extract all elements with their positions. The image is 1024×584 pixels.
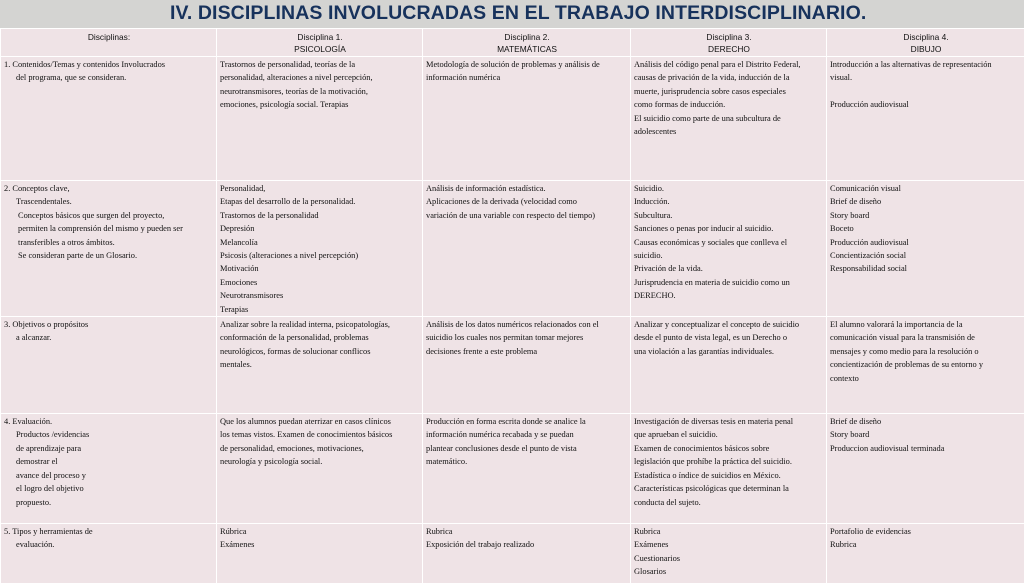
cell-line: Etapas del desarrollo de la personalidad. — [220, 195, 420, 208]
cell-dibujo — [827, 181, 1024, 317]
cell-line: Depresión — [220, 222, 420, 235]
header-discipline-2: Disciplina 2. MATEMÁTICAS — [423, 29, 631, 57]
header-discipline-3: Disciplina 3. DERECHO — [631, 29, 827, 57]
cell-derecho — [631, 414, 827, 524]
row-label-line: el logro del objetivo — [4, 482, 214, 495]
cell-line: Exámenes — [220, 538, 420, 551]
cell-line: variación de una variable con respecto del tiempo) — [426, 209, 628, 222]
cell-dibujo — [827, 524, 1024, 584]
cell-line: como formas de inducción. — [634, 98, 824, 111]
cell-line: Subcultura. — [634, 209, 824, 222]
cell-line: Responsabilidad social — [830, 262, 1022, 275]
row-label-line: de aprendizaje para — [4, 442, 214, 455]
row-label-line: 4. Evaluación. — [4, 415, 214, 428]
cell-line: Producción audiovisual — [830, 236, 1022, 249]
cell-matematicas — [423, 524, 631, 584]
row-label-line: demostrar el — [4, 455, 214, 468]
cell-line: Comunicación visual — [830, 182, 1022, 195]
cell-line: concientización de problemas de su entorno y — [830, 358, 1022, 371]
cell-line: El suicidio como parte de una subcultura de — [634, 112, 824, 125]
cell-line: Boceto — [830, 222, 1022, 235]
cell-line: decisiones frente a este problema — [426, 345, 628, 358]
header-discipline-4: Disciplina 4. DIBUJO — [827, 29, 1024, 57]
cell-line: comunicación visual para la transmisión de — [830, 331, 1022, 344]
cell-line: desde el punto de vista legal, es un Derecho o — [634, 331, 824, 344]
cell-line: que aprueban el suicidio. — [634, 428, 824, 441]
header-row — [1, 29, 1024, 57]
row-label — [1, 57, 217, 181]
cell-line: de personalidad, emociones, motivaciones, — [220, 442, 420, 455]
cell-line: matemático. — [426, 455, 628, 468]
row-label — [1, 414, 217, 524]
cell-line: Neurotransmisores — [220, 289, 420, 302]
cell-derecho — [631, 524, 827, 584]
cell-line: plantear conclusiones desde el punto de vista — [426, 442, 628, 455]
cell-line: Sanciones o penas por inducir al suicidio. — [634, 222, 824, 235]
cell-line: Aplicaciones de la derivada (velocidad como — [426, 195, 628, 208]
row-label-line: avance del proceso y — [4, 469, 214, 482]
row-label-line: permiten la comprensión del mismo y pueden ser — [4, 222, 214, 235]
cell-line: Rubrica — [426, 525, 628, 538]
row-label — [1, 317, 217, 414]
cell-line: Brief de diseño — [830, 195, 1022, 208]
title-bar-accent — [0, 0, 168, 29]
cell-line: Privación de la vida. — [634, 262, 824, 275]
cell-line: neurología y psicología social. — [220, 455, 420, 468]
cell-derecho — [631, 181, 827, 317]
cell-line: Producción audiovisual — [830, 98, 1022, 111]
cell-line: Producción en forma escrita donde se analice la — [426, 415, 628, 428]
cell-psicologia — [217, 57, 423, 181]
row-label-line: 5. Tipos y herramientas de — [4, 525, 214, 538]
row-label-line: Conceptos básicos que surgen del proyecto, — [4, 209, 214, 222]
cell-line: mensajes y como medio para la resolución o — [830, 345, 1022, 358]
cell-line: Exposición del trabajo realizado — [426, 538, 628, 551]
cell-line: Estadística o índice de suicidios en México. — [634, 469, 824, 482]
cell-line: legislación que prohíbe la práctica del suicidio. — [634, 455, 824, 468]
row-label-line: a alcanzar. — [4, 331, 214, 344]
row-label-line: 3. Objetivos o propósitos — [4, 318, 214, 331]
row-label-line: Trascendentales. — [4, 195, 214, 208]
row-label-line: propuesto. — [4, 496, 214, 509]
cell-dibujo — [827, 414, 1024, 524]
cell-line: información numérica — [426, 71, 628, 84]
table-row — [1, 181, 1024, 317]
cell-line: los temas vistos. Examen de conocimientos básicos — [220, 428, 420, 441]
cell-dibujo — [827, 317, 1024, 414]
cell-line: Que los alumnos puedan aterrizar en casos clínicos — [220, 415, 420, 428]
cell-line: Análisis del código penal para el Distrito Federal, — [634, 58, 824, 71]
cell-line: causas de privación de la vida, inducción de la — [634, 71, 824, 84]
cell-line: visual. — [830, 71, 1022, 84]
cell-line: Brief de diseño — [830, 415, 1022, 428]
row-label-line: transferibles a otros ámbitos. — [4, 236, 214, 249]
cell-dibujo — [827, 57, 1024, 181]
cell-line: adolescentes — [634, 125, 824, 138]
cell-line: El alumno valorará la importancia de la — [830, 318, 1022, 331]
row-label-line: Se consideran parte de un Glosario. — [4, 249, 214, 262]
cell-line: Personalidad, — [220, 182, 420, 195]
cell-line: neurológicos, formas de solucionar conflicos — [220, 345, 420, 358]
row-label-line: evaluación. — [4, 538, 214, 551]
cell-line: Investigación de diversas tesis en materia penal — [634, 415, 824, 428]
cell-psicologia — [217, 524, 423, 584]
cell-line: Story board — [830, 428, 1022, 441]
title-bar — [0, 0, 1024, 29]
cell-line: Metodología de solución de problemas y análisis de — [426, 58, 628, 71]
disciplines-table — [0, 28, 1024, 584]
cell-line: personalidad, alteraciones a nivel percepción, — [220, 71, 420, 84]
cell-line: Inducción. — [634, 195, 824, 208]
cell-derecho — [631, 57, 827, 181]
cell-line: Portafolio de evidencias — [830, 525, 1022, 538]
cell-line: Exámenes — [634, 538, 824, 551]
cell-line: Emociones — [220, 276, 420, 289]
cell-line: mentales. — [220, 358, 420, 371]
cell-line: emociones, psicología social. Terapias — [220, 98, 420, 111]
cell-line: contexto — [830, 372, 1022, 385]
cell-psicologia — [217, 317, 423, 414]
cell-line: Cuestionarios — [634, 552, 824, 565]
table-row — [1, 414, 1024, 524]
cell-line: suicidio. — [634, 249, 824, 262]
row-label-line: 2. Conceptos clave, — [4, 182, 214, 195]
row-label-line: Productos /evidencias — [4, 428, 214, 441]
cell-psicologia — [217, 181, 423, 317]
header-disciplinas: Disciplinas: — [1, 29, 217, 57]
table-row — [1, 57, 1024, 181]
cell-line: Analizar y conceptualizar el concepto de suicidio — [634, 318, 824, 331]
cell-derecho — [631, 317, 827, 414]
cell-line: suicidio los cuales nos permitan tomar mejores — [426, 331, 628, 344]
cell-line: una violación a las garantías individuales. — [634, 345, 824, 358]
cell-line: Rúbrica — [220, 525, 420, 538]
cell-line: conducta del sujeto. — [634, 496, 824, 509]
cell-line: neurotransmisores, teorías de la motivación, — [220, 85, 420, 98]
cell-line: Examen de conocimientos básicos sobre — [634, 442, 824, 455]
cell-matematicas — [423, 181, 631, 317]
cell-line: Rubrica — [634, 525, 824, 538]
cell-matematicas — [423, 317, 631, 414]
table-row — [1, 524, 1024, 584]
cell-line: Story board — [830, 209, 1022, 222]
cell-line: Características psicológicas que determinan la — [634, 482, 824, 495]
cell-line: información numérica recabada y se puedan — [426, 428, 628, 441]
cell-line: Trastornos de la personalidad — [220, 209, 420, 222]
row-label — [1, 181, 217, 317]
row-label-line: 1. Contenidos/Temas y contenidos Involucrados — [4, 58, 214, 71]
cell-line: Causas económicas y sociales que conlleva el — [634, 236, 824, 249]
cell-line: muerte, jurisprudencia sobre casos especiales — [634, 85, 824, 98]
cell-line: Jurisprudencia en materia de suicidio como un — [634, 276, 824, 289]
header-discipline-1: Disciplina 1. PSICOLOGÍA — [217, 29, 423, 57]
cell-psicologia — [217, 414, 423, 524]
cell-line: Motivación — [220, 262, 420, 275]
cell-line: Terapias — [220, 303, 420, 316]
cell-line: Produccion audiovisual terminada — [830, 442, 1022, 455]
cell-line: Introducción a las alternativas de representación — [830, 58, 1022, 71]
cell-line: Glosarios — [634, 565, 824, 578]
row-label — [1, 524, 217, 584]
page-title: IV. DISCIPLINAS INVOLUCRADAS EN EL TRABAJO INTERDISCIPLINARIO. — [170, 2, 866, 25]
cell-line: Analizar sobre la realidad interna, psicopatologías, — [220, 318, 420, 331]
cell-line: Análisis de información estadística. — [426, 182, 628, 195]
cell-line: Concientización social — [830, 249, 1022, 262]
cell-line: Trastornos de personalidad, teorías de la — [220, 58, 420, 71]
cell-line: Psicosis (alteraciones a nivel percepción) — [220, 249, 420, 262]
row-label-line: del programa, que se consideran. — [4, 71, 214, 84]
cell-line — [830, 85, 1022, 98]
cell-line: Melancolía — [220, 236, 420, 249]
cell-line: DERECHO. — [634, 289, 824, 302]
table-row — [1, 317, 1024, 414]
cell-matematicas — [423, 57, 631, 181]
cell-line: conformación de la personalidad, problemas — [220, 331, 420, 344]
cell-line: Análisis de los datos numéricos relacionados con el — [426, 318, 628, 331]
cell-matematicas — [423, 414, 631, 524]
cell-line: Suicidio. — [634, 182, 824, 195]
cell-line: Rubrica — [830, 538, 1022, 551]
